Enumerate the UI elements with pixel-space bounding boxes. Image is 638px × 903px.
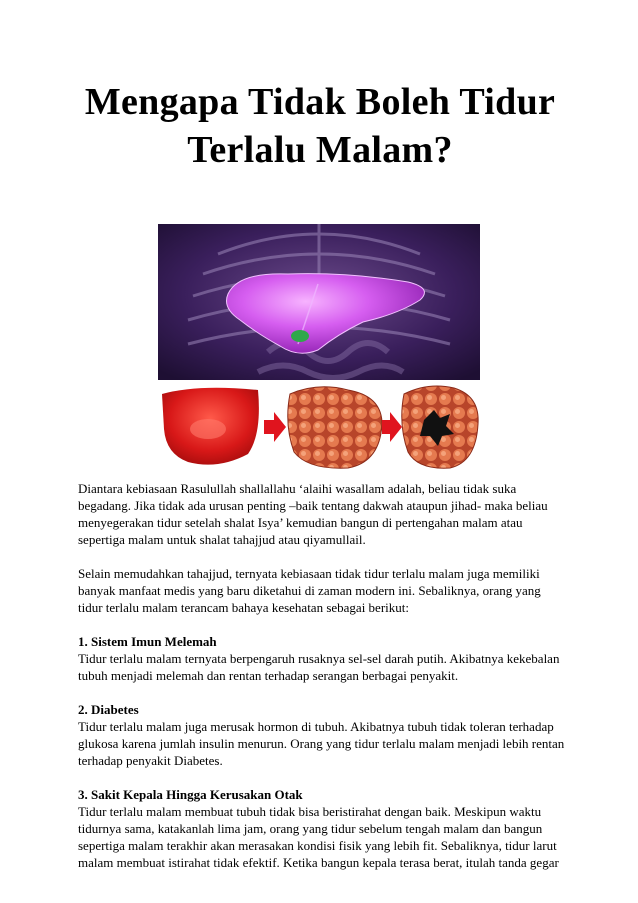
section-text: Tidur terlalu malam ternyata berpengaruh rusaknya sel-sel darah putih. Akibatnya kekebalan tubuh menjadi melemah dan rentan terhadap serangan berbagai penyakit. (78, 651, 560, 683)
section-heading: 1. Sistem Imun Melemah (78, 634, 217, 649)
article-body (78, 480, 568, 888)
intro-paragraph: Diantara kebiasaan Rasulullah shallallahu ‘alaihi wasallam adalah, beliau tidak suka begadang. Jika tidak ada urusan penting –baik tentang dakwah ataupun jihad- maka beliau menyegerakan tidur setelah shalat Isya’ kemudian bangun di pertengahan malam atau sepertiga malam untuk shalat tahajjud atau qiyamullail. (78, 481, 548, 547)
liver-illustration (158, 224, 480, 380)
intro-paragraph: Selain memudahkan tahajjud, ternyata kebiasaan tidak tidur terlalu malam juga memiliki banyak manfaat medis yang baru diketahui di zaman modern ini. Sebaliknya, orang yang tidur terlalu malam terancam bahaya kesehatan sebagai berikut: (78, 566, 541, 615)
liver-figure (158, 224, 480, 470)
cirrhotic-liver-tissue (288, 384, 384, 470)
page-title: Mengapa Tidak Boleh Tidur Terlalu Malam? (84, 81, 556, 171)
section-heading: 2. Diabetes (78, 702, 139, 717)
section-heading: 3. Sakit Kepala Hingga Kerusakan Otak (78, 787, 303, 802)
section-text: Tidur terlalu malam juga merusak hormon di tubuh. Akibatnya tubuh tidak toleran terhadap glukosa karena jumlah insulin menurun. Orang yang tidur terlalu malam menjadi lebih rentan terhadap penyakit Diabetes. (78, 719, 565, 768)
damaged-liver-tissue (402, 384, 480, 470)
healthy-liver-tissue (158, 384, 262, 470)
section-text: Tidur terlalu malam membuat tubuh tidak bisa beristirahat dengan baik. Meskipun waktu tidurnya sama, katakanlah lima jam, orang yang tidur sebelum tengah malam dan bangun sepertiga malam terakhir akan merasakan kondisi fisik yang lebih fit. Sebaliknya, tidur larut malam membuat istirahat tidak efektif. Ketika bangun kepala terasa berat, itulah tanda gegar (78, 804, 559, 870)
